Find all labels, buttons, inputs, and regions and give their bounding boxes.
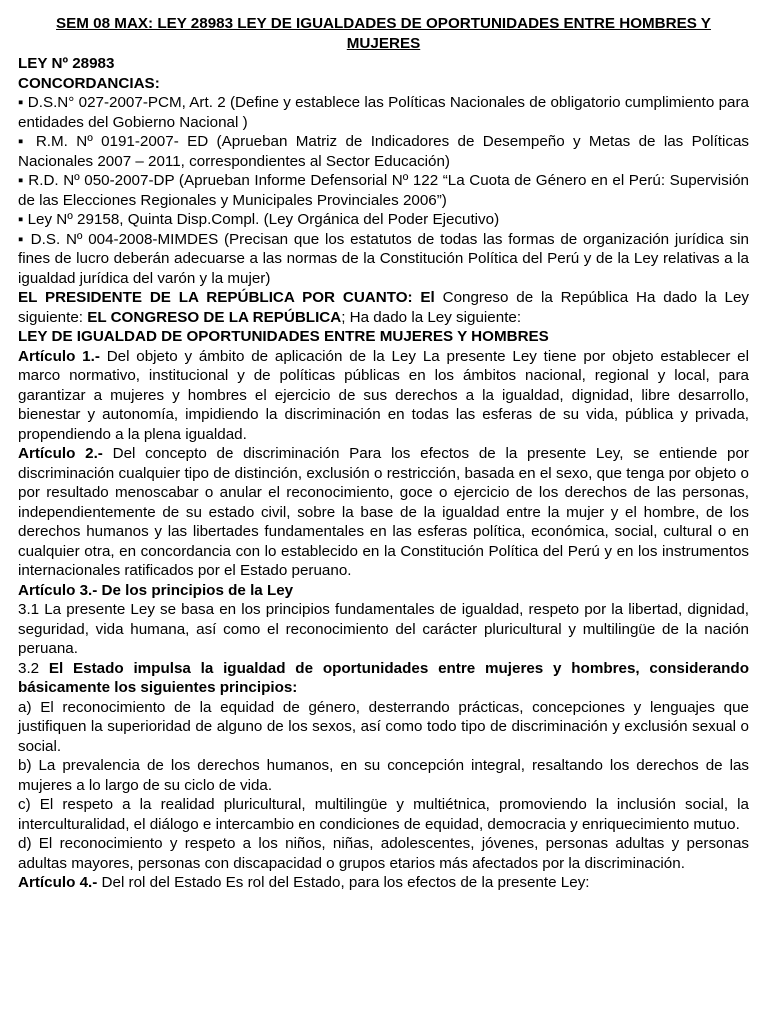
articulo-3-2 (18, 659, 749, 698)
presidente-bold-b: EL CONGRESO DE LA REPÚBLICA (87, 308, 342, 326)
articulo-1-label: Artículo 1.- (18, 347, 100, 365)
articulo-3-heading: Artículo 3.- De los principios de la Ley (18, 581, 294, 599)
articulo-4-label: Artículo 4.- (18, 874, 98, 891)
concordancia-item: ▪ D.S. Nº 004-2008-MIMDES (Precisan que los estatutos de todas las formas de organización jurídica sin fines de lucro deberán adecuarse a las normas de la Constitución Política del Perú y de la Ley relativas a la igualdad jurídica del varón y la mujer) (18, 230, 749, 287)
presidente-paragraph (18, 288, 749, 327)
principle-item: b) La prevalencia de los derechos humanos, en su concepción integral, resaltando los derechos de las mujeres a lo largo de su ciclo de vida. (18, 757, 749, 794)
articulo-4 (18, 873, 749, 893)
articulo-1-text: Del objeto y ámbito de aplicación de la Ley La presente Ley tiene por objeto establecer el marco normativo, institucional y de políticas públicas en los ámbitos nacional, regional y local, para garantizar a mujeres y hombres el ejercicio de sus derechos a la igualdad, dignidad, libre desarrollo, bienestar y autonomía, impidiendo la discriminación en todas las esferas de su vida, pública y privada, propendiendo a la plena igualdad. (18, 347, 750, 443)
articulo-1 (18, 347, 749, 445)
principle-item: d) El reconocimiento y respeto a los niños, niñas, adolescentes, jóvenes, personas adultas y personas adultas mayores, personas con discapacidad o grupos etarios más afectados por la discriminación. (18, 835, 749, 872)
document-title: SEM 08 MAX: LEY 28983 LEY DE IGUALDADES DE OPORTUNIDADES ENTRE HOMBRES Y MUJERES (56, 15, 711, 52)
articulo-4-text: Del rol del Estado Es rol del Estado, para los efectos de la presente Ley: (97, 874, 590, 891)
articulo-2-label: Artículo 2.- (18, 445, 103, 462)
articulo-3-2-bold: El Estado impulsa la igualdad de oportunidades entre mujeres y hombres, considerando básicamente los siguientes principios: (18, 659, 749, 696)
articulo-2 (18, 444, 749, 581)
concordancia-item: ▪ Ley Nº 29158, Quinta Disp.Compl. (Ley Orgánica del Poder Ejecutivo) (18, 211, 500, 228)
document-page (18, 14, 749, 893)
articulo-3-1: 3.1 La presente Ley se basa en los principios fundamentales de igualdad, respeto por la libertad, dignidad, seguridad, vida humana, así como el reconocimiento del carácter pluricultural y multilingüe de la nación peruana. (18, 601, 749, 657)
concordancias-heading: CONCORDANCIAS: (18, 74, 160, 92)
principle-item: a) El reconocimiento de la equidad de género, desterrando prácticas, concepciones y lenguajes que justifiquen la superioridad de alguno de los sexos, así como todo tipo de discriminación y exclusión sexual o social. (18, 698, 749, 755)
concordancia-item: ▪ R.M. Nº 0191-2007- ED (Aprueban Matriz de Indicadores de Desempeño y Metas de las Políticas Nacionales 2007 – 2011, correspondientes al Sector Educación) (18, 133, 749, 170)
presidente-text-b: ; Ha dado la Ley siguiente: (341, 308, 522, 326)
concordancia-item: ▪ D.S.N° 027-2007-PCM, Art. 2 (Define y establece las Políticas Nacionales de obligatorio cumplimiento para entidades del Gobierno Nacional ) (18, 94, 749, 131)
presidente-text-a: Congreso de la República Ha dado la Ley siguiente: (18, 289, 749, 326)
concordancia-item: ▪ R.D. Nº 050-2007-DP (Aprueban Informe Defensorial Nº 122 “La Cuota de Género en el Perú: Supervisión de las Elecciones Regionales y Municipales Provinciales 2006”) (18, 172, 749, 209)
principle-item: c) El respeto a la realidad pluricultural, multilingüe y multiétnica, promoviendo la inclusión social, la interculturalidad, el diálogo e intercambio en condiciones de equidad, democracia y enriquecimiento mutuo. (18, 796, 749, 833)
articulo-2-text: Del concepto de discriminación Para los efectos de la presente Ley, se entiende por discriminación cualquier tipo de distinción, exclusión o restricción, basada en el sexo, que tenga por objeto o por resultado menoscabar o anular el reconocimiento, goce o ejercicio de los derechos de las personas, independientemente de su estado civil, sobre la base de la igualdad entre la mujer y el hombre, de los derechos humanos y las libertades fundamentales en las esferas política, económica, social, cultural o en cualquier otra, en concordancia con lo establecido en la Constitución Política del Perú y en los instrumentos internacionales ratificados por el Estado peruano. (18, 445, 749, 579)
law-number: LEY Nº 28983 (18, 55, 115, 72)
presidente-bold-a: EL PRESIDENTE DE LA REPÚBLICA POR CUANTO: El (18, 289, 435, 306)
law-heading: LEY DE IGUALDAD DE OPORTUNIDADES ENTRE MUJERES Y HOMBRES (18, 328, 549, 345)
articulo-3-2-prefix: 3.2 (18, 659, 49, 677)
